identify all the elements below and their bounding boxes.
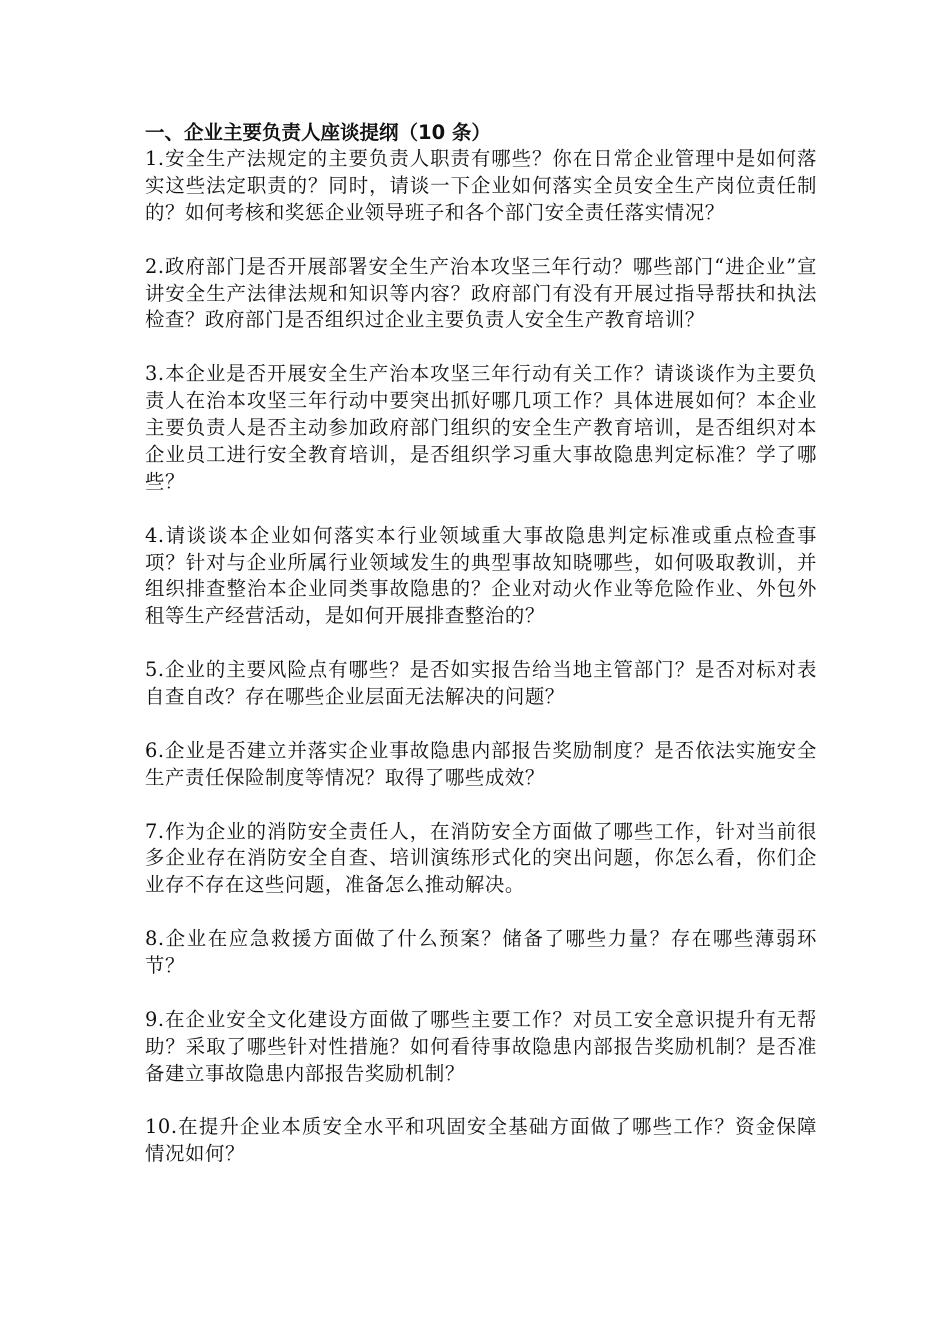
question-item-8: 8.企业在应急救援方面做了什么预案？储备了哪些力量？存在哪些薄弱环节？ [145,927,817,978]
question-item-2: 2.政府部门是否开展部署安全生产治本攻坚三年行动？哪些部门“进企业”宣讲安全生产法律法规和知识等内容？政府部门有没有开展过指导帮扶和执法检查？政府部门是否组织过企业主要负责人安全生产教育培训？ [145,254,817,332]
question-item-4: 4.请谈谈本企业如何落实本行业领域重大事故隐患判定标准或重点检查事项？针对与企业所属行业领域发生的典型事故知晓哪些，如何吸取教训，并组织排查整治本企业同类事故隐患的？企业对动火作业等危险作业、外包外租等生产经营活动，是如何开展排查整治的？ [145,523,817,628]
question-item-1: 1.安全生产法规定的主要负责人职责有哪些？你在日常企业管理中是如何落实这些法定职责的？同时，请谈一下企业如何落实全员安全生产岗位责任制的？如何考核和奖惩企业领导班子和各个部门安全责任落实情况？ [145,147,817,224]
document-body [145,119,817,1195]
question-item-6: 6.企业是否建立并落实企业事故隐患内部报告奖励制度？是否依法实施安全生产责任保险制度等情况？取得了哪些成效？ [145,738,817,789]
question-item-7: 7.作为企业的消防安全责任人，在消防安全方面做了哪些工作，针对当前很多企业存在消防安全自查、培训演练形式化的突出问题，你怎么看，你们企业存不存在这些问题，准备怎么推动解决。 [145,819,817,897]
section-heading: 一、企业主要负责人座谈提纲（10 条） [145,121,491,144]
question-item-10: 10.在提升企业本质安全水平和巩固安全基础方面做了哪些工作？资金保障情况如何？ [145,1115,817,1166]
question-item-3: 3.本企业是否开展安全生产治本攻坚三年行动有关工作？请谈谈作为主要负责人在治本攻坚三年行动中要突出抓好哪几项工作？具体进展如何？本企业主要负责人是否主动参加政府部门组织的安全生产教育培训，是否组织对本企业员工进行安全教育培训，是否组织学习重大事故隐患判定标准？学了哪些？ [145,362,817,493]
question-item-9: 9.在企业安全文化建设方面做了哪些主要工作？对员工安全意识提升有无帮助？采取了哪些针对性措施？如何看待事故隐患内部报告奖励机制？是否准备建立事故隐患内部报告奖励机制？ [145,1007,817,1085]
question-item-5: 5.企业的主要风险点有哪些？是否如实报告给当地主管部门？是否对标对表自查自改？存在哪些企业层面无法解决的问题？ [145,658,817,709]
